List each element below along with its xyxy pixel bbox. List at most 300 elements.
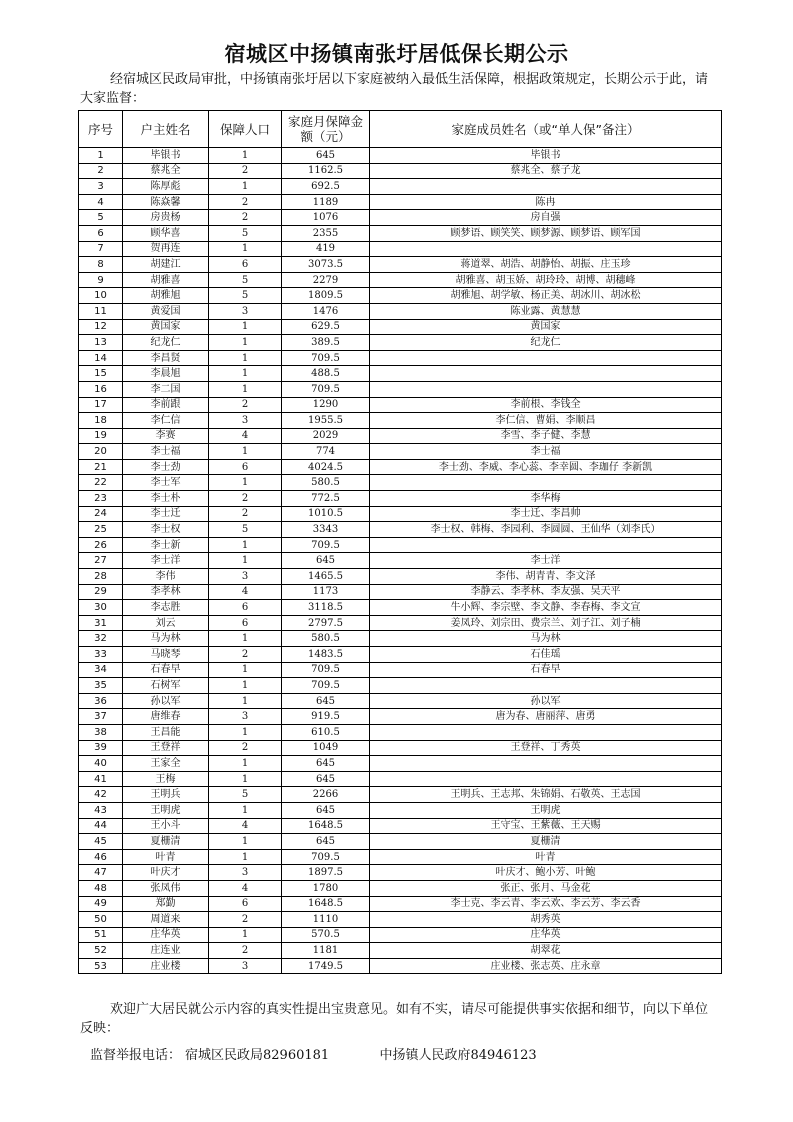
cell-index: 5 [79, 210, 123, 226]
cell-householder: 庄连业 [123, 943, 209, 959]
cell-monthly-amount: 610.5 [282, 724, 370, 740]
cell-householder: 贺再连 [123, 241, 209, 257]
cell-family-members: 庄华英 [370, 927, 722, 943]
cell-householder: 李志胜 [123, 600, 209, 616]
cell-monthly-amount: 629.5 [282, 319, 370, 335]
cell-covered-persons: 2 [209, 210, 282, 226]
cell-householder: 李二国 [123, 381, 209, 397]
cell-family-members: 陈冉 [370, 194, 722, 210]
cell-covered-persons: 2 [209, 912, 282, 928]
cell-covered-persons: 1 [209, 693, 282, 709]
cell-family-members: 姜凤玲、刘宗田、费宗兰、刘子江、刘子楠 [370, 615, 722, 631]
cell-covered-persons: 1 [209, 631, 282, 647]
cell-householder: 陈厚彪 [123, 179, 209, 195]
cell-index: 53 [79, 958, 123, 974]
contact-civil-affairs: 宿城区民政局82960181 [185, 1048, 330, 1063]
cell-covered-persons: 6 [209, 600, 282, 616]
cell-householder: 李前跟 [123, 397, 209, 413]
cell-covered-persons: 6 [209, 257, 282, 273]
cell-index: 28 [79, 569, 123, 585]
table-row [79, 381, 722, 397]
table-row [79, 459, 722, 475]
cell-covered-persons: 1 [209, 350, 282, 366]
cell-index: 12 [79, 319, 123, 335]
cell-covered-persons: 3 [209, 303, 282, 319]
cell-covered-persons: 1 [209, 927, 282, 943]
cell-family-members: 李士克、李云青、李云欢、李云芳、李云香 [370, 896, 722, 912]
cell-index: 48 [79, 880, 123, 896]
cell-covered-persons: 1 [209, 662, 282, 678]
cell-monthly-amount: 645 [282, 802, 370, 818]
table-row [79, 257, 722, 273]
cell-monthly-amount: 645 [282, 148, 370, 164]
cell-monthly-amount: 419 [282, 241, 370, 257]
table-row [79, 444, 722, 460]
cell-family-members [370, 179, 722, 195]
cell-covered-persons: 3 [209, 958, 282, 974]
cell-covered-persons: 2 [209, 647, 282, 663]
cell-monthly-amount: 1010.5 [282, 506, 370, 522]
cell-family-members: 胡雅旭、胡学敏、杨正美、胡冰川、胡冰松 [370, 288, 722, 304]
table-row [79, 678, 722, 694]
cell-index: 33 [79, 647, 123, 663]
cell-index: 34 [79, 662, 123, 678]
cell-monthly-amount: 709.5 [282, 849, 370, 865]
cell-covered-persons: 4 [209, 428, 282, 444]
cell-index: 44 [79, 818, 123, 834]
cell-householder: 李孝林 [123, 584, 209, 600]
cell-householder: 李士洋 [123, 553, 209, 569]
cell-family-members [370, 350, 722, 366]
cell-monthly-amount: 1189 [282, 194, 370, 210]
cell-householder: 李伟 [123, 569, 209, 585]
cell-family-members: 李雪、李子健、李慧 [370, 428, 722, 444]
table-row [79, 553, 722, 569]
table-row [79, 880, 722, 896]
cell-covered-persons: 4 [209, 880, 282, 896]
cell-index: 22 [79, 475, 123, 491]
cell-covered-persons: 1 [209, 756, 282, 772]
cell-covered-persons: 2 [209, 491, 282, 507]
table-row [79, 724, 722, 740]
cell-index: 25 [79, 522, 123, 538]
table-row [79, 600, 722, 616]
cell-covered-persons: 1 [209, 771, 282, 787]
cell-index: 24 [79, 506, 123, 522]
cell-index: 40 [79, 756, 123, 772]
cell-index: 18 [79, 413, 123, 429]
table-row [79, 350, 722, 366]
table-row [79, 272, 722, 288]
cell-family-members: 李士权、韩梅、李园利、李圆圆、王仙华（刘李氏） [370, 522, 722, 538]
cell-monthly-amount: 1110 [282, 912, 370, 928]
cell-index: 35 [79, 678, 123, 694]
cell-monthly-amount: 570.5 [282, 927, 370, 943]
cell-covered-persons: 2 [209, 194, 282, 210]
cell-family-members [370, 475, 722, 491]
cell-covered-persons: 2 [209, 740, 282, 756]
cell-covered-persons: 1 [209, 366, 282, 382]
table-row [79, 303, 722, 319]
table-row [79, 584, 722, 600]
cell-covered-persons: 2 [209, 163, 282, 179]
cell-covered-persons: 1 [209, 553, 282, 569]
cell-householder: 纪龙仁 [123, 335, 209, 351]
cell-index: 1 [79, 148, 123, 164]
cell-householder: 胡建江 [123, 257, 209, 273]
contact-label: 监督举报电话： [90, 1048, 182, 1063]
cell-householder: 叶庆才 [123, 865, 209, 881]
table-row [79, 335, 722, 351]
cell-index: 30 [79, 600, 123, 616]
cell-householder: 王昌能 [123, 724, 209, 740]
cell-covered-persons: 3 [209, 569, 282, 585]
table-row [79, 818, 722, 834]
cell-family-members: 胡秀英 [370, 912, 722, 928]
cell-index: 11 [79, 303, 123, 319]
cell-index: 47 [79, 865, 123, 881]
cell-monthly-amount: 645 [282, 771, 370, 787]
table-row [79, 241, 722, 257]
cell-family-members: 胡雅喜、胡玉娇、胡玲玲、胡博、胡穗峰 [370, 272, 722, 288]
cell-family-members [370, 537, 722, 553]
cell-householder: 胡雅旭 [123, 288, 209, 304]
cell-monthly-amount: 645 [282, 756, 370, 772]
cell-covered-persons: 1 [209, 802, 282, 818]
cell-householder: 王登祥 [123, 740, 209, 756]
cell-monthly-amount: 2797.5 [282, 615, 370, 631]
cell-family-members [370, 678, 722, 694]
cell-covered-persons: 1 [209, 475, 282, 491]
header-index: 序号 [79, 111, 123, 148]
cell-monthly-amount: 709.5 [282, 678, 370, 694]
cell-monthly-amount: 1648.5 [282, 818, 370, 834]
cell-index: 10 [79, 288, 123, 304]
cell-family-members: 王登祥、丁秀英 [370, 740, 722, 756]
cell-monthly-amount: 645 [282, 834, 370, 850]
outro-paragraph: 欢迎广大居民就公示内容的真实性提出宝贵意见。如有不实，请尽可能提供事实依据和细节，向以下单位反映： [80, 1002, 709, 1036]
table-row [79, 366, 722, 382]
cell-index: 41 [79, 771, 123, 787]
cell-covered-persons: 1 [209, 179, 282, 195]
cell-covered-persons: 1 [209, 241, 282, 257]
cell-covered-persons: 5 [209, 522, 282, 538]
header-covered-persons: 保障人口 [209, 111, 282, 148]
cell-index: 32 [79, 631, 123, 647]
table-row [79, 506, 722, 522]
table-row [79, 428, 722, 444]
cell-family-members [370, 381, 722, 397]
cell-family-members: 李士劲、李威、李心蕊、李幸圆、李珈仔 李新凯 [370, 459, 722, 475]
cell-monthly-amount: 3343 [282, 522, 370, 538]
cell-monthly-amount: 1897.5 [282, 865, 370, 881]
table-row [79, 802, 722, 818]
table-row [79, 163, 722, 179]
table-row [79, 631, 722, 647]
cell-householder: 石树军 [123, 678, 209, 694]
cell-monthly-amount: 2355 [282, 225, 370, 241]
cell-monthly-amount: 709.5 [282, 350, 370, 366]
cell-householder: 李昌贤 [123, 350, 209, 366]
cell-householder: 胡雅喜 [123, 272, 209, 288]
cell-index: 4 [79, 194, 123, 210]
cell-monthly-amount: 1049 [282, 740, 370, 756]
table-row [79, 958, 722, 974]
cell-householder: 王家全 [123, 756, 209, 772]
cell-householder: 李仁信 [123, 413, 209, 429]
cell-monthly-amount: 4024.5 [282, 459, 370, 475]
cell-monthly-amount: 645 [282, 553, 370, 569]
cell-family-members [370, 366, 722, 382]
cell-householder: 庄华英 [123, 927, 209, 943]
cell-covered-persons: 1 [209, 148, 282, 164]
cell-covered-persons: 3 [209, 865, 282, 881]
cell-householder: 石春早 [123, 662, 209, 678]
cell-householder: 王明虎 [123, 802, 209, 818]
cell-householder: 毕银书 [123, 148, 209, 164]
cell-householder: 黄爱国 [123, 303, 209, 319]
cell-family-members: 李仁信、曹娟、李顺昌 [370, 413, 722, 429]
cell-covered-persons: 2 [209, 397, 282, 413]
cell-index: 49 [79, 896, 123, 912]
cell-family-members: 叶庆才、鲍小芳、叶鲍 [370, 865, 722, 881]
table-row [79, 740, 722, 756]
cell-family-members: 毕银书 [370, 148, 722, 164]
cell-family-members [370, 771, 722, 787]
cell-monthly-amount: 580.5 [282, 631, 370, 647]
contact-town-government: 中扬镇人民政府84946123 [379, 1048, 537, 1063]
cell-householder: 房贵杨 [123, 210, 209, 226]
cell-family-members: 黄国家 [370, 319, 722, 335]
table-row [79, 865, 722, 881]
cell-householder: 李赛 [123, 428, 209, 444]
cell-index: 17 [79, 397, 123, 413]
table-row [79, 709, 722, 725]
cell-family-members: 李士洋 [370, 553, 722, 569]
cell-monthly-amount: 919.5 [282, 709, 370, 725]
cell-monthly-amount: 3073.5 [282, 257, 370, 273]
cell-covered-persons: 1 [209, 834, 282, 850]
cell-family-members: 李前根、李钱全 [370, 397, 722, 413]
contact-line [90, 1046, 730, 1065]
table-row [79, 849, 722, 865]
cell-householder: 陈焱馨 [123, 194, 209, 210]
cell-householder: 王小斗 [123, 818, 209, 834]
cell-covered-persons: 5 [209, 787, 282, 803]
cell-monthly-amount: 709.5 [282, 381, 370, 397]
cell-index: 46 [79, 849, 123, 865]
cell-covered-persons: 4 [209, 818, 282, 834]
cell-householder: 张凤伟 [123, 880, 209, 896]
table-row [79, 522, 722, 538]
cell-index: 27 [79, 553, 123, 569]
cell-monthly-amount: 1809.5 [282, 288, 370, 304]
table-row [79, 288, 722, 304]
cell-family-members: 李伟、胡青青、李文泽 [370, 569, 722, 585]
cell-monthly-amount: 1076 [282, 210, 370, 226]
cell-householder: 黄国家 [123, 319, 209, 335]
cell-householder: 李士军 [123, 475, 209, 491]
cell-family-members: 顾梦语、顾笑笑、顾梦源、顾梦语、顾军国 [370, 225, 722, 241]
cell-monthly-amount: 1955.5 [282, 413, 370, 429]
cell-index: 45 [79, 834, 123, 850]
cell-householder: 蔡兆全 [123, 163, 209, 179]
cell-covered-persons: 5 [209, 288, 282, 304]
cell-monthly-amount: 3118.5 [282, 600, 370, 616]
cell-covered-persons: 1 [209, 444, 282, 460]
cell-householder: 马晓琴 [123, 647, 209, 663]
table-row [79, 225, 722, 241]
cell-index: 29 [79, 584, 123, 600]
cell-householder: 刘云 [123, 615, 209, 631]
table-body [79, 148, 722, 974]
cell-covered-persons: 3 [209, 413, 282, 429]
cell-householder: 李士迁 [123, 506, 209, 522]
cell-index: 9 [79, 272, 123, 288]
table-row [79, 537, 722, 553]
cell-covered-persons: 1 [209, 724, 282, 740]
cell-covered-persons: 1 [209, 381, 282, 397]
cell-index: 7 [79, 241, 123, 257]
table-row [79, 834, 722, 850]
cell-index: 2 [79, 163, 123, 179]
cell-index: 42 [79, 787, 123, 803]
cell-covered-persons: 6 [209, 615, 282, 631]
cell-householder: 夏栅清 [123, 834, 209, 850]
cell-index: 52 [79, 943, 123, 959]
cell-family-members: 夏栅清 [370, 834, 722, 850]
cell-householder: 李士新 [123, 537, 209, 553]
cell-family-members: 李士迁、李昌帅 [370, 506, 722, 522]
cell-monthly-amount: 2266 [282, 787, 370, 803]
table-row [79, 491, 722, 507]
cell-monthly-amount: 2029 [282, 428, 370, 444]
cell-index: 19 [79, 428, 123, 444]
cell-monthly-amount: 1162.5 [282, 163, 370, 179]
cell-index: 3 [79, 179, 123, 195]
cell-family-members [370, 241, 722, 257]
table-row [79, 475, 722, 491]
cell-index: 43 [79, 802, 123, 818]
header-monthly-amount: 家庭月保障金额（元） [282, 111, 370, 148]
cell-monthly-amount: 389.5 [282, 335, 370, 351]
cell-index: 51 [79, 927, 123, 943]
cell-monthly-amount: 709.5 [282, 537, 370, 553]
cell-family-members: 牛小辉、李宗壁、李文静、李春梅、李文宣 [370, 600, 722, 616]
cell-monthly-amount: 488.5 [282, 366, 370, 382]
cell-index: 20 [79, 444, 123, 460]
table-row [79, 787, 722, 803]
intro-paragraph: 经宿城区民政局审批，中扬镇南张圩居以下家庭被纳入最低生活保障，根据政策规定，长期公示于此，请大家监督： [80, 72, 709, 106]
cell-covered-persons: 1 [209, 849, 282, 865]
cell-family-members: 石春早 [370, 662, 722, 678]
table-row [79, 319, 722, 335]
welfare-roster-table [78, 110, 722, 974]
table-row [79, 397, 722, 413]
cell-family-members: 胡翠花 [370, 943, 722, 959]
cell-family-members [370, 756, 722, 772]
table-header-row [79, 111, 722, 148]
cell-householder: 李晨旭 [123, 366, 209, 382]
cell-family-members: 庄业楼、张志英、庄永章 [370, 958, 722, 974]
table-row [79, 413, 722, 429]
cell-covered-persons: 5 [209, 272, 282, 288]
table-row [79, 569, 722, 585]
table-row [79, 210, 722, 226]
table-row [79, 927, 722, 943]
cell-householder: 李士劲 [123, 459, 209, 475]
cell-covered-persons: 1 [209, 537, 282, 553]
table-row [79, 662, 722, 678]
cell-index: 31 [79, 615, 123, 631]
cell-householder: 郑勤 [123, 896, 209, 912]
cell-covered-persons: 1 [209, 678, 282, 694]
table-row [79, 912, 722, 928]
cell-family-members: 唐为春、唐丽萍、唐勇 [370, 709, 722, 725]
cell-index: 21 [79, 459, 123, 475]
page-title: 宿城区中扬镇南张圩居低保长期公示 [224, 42, 569, 66]
cell-index: 38 [79, 724, 123, 740]
cell-index: 36 [79, 693, 123, 709]
table-row [79, 647, 722, 663]
cell-householder: 王明兵 [123, 787, 209, 803]
cell-householder: 李士福 [123, 444, 209, 460]
cell-covered-persons: 1 [209, 319, 282, 335]
cell-family-members: 叶青 [370, 849, 722, 865]
cell-householder: 孙以军 [123, 693, 209, 709]
cell-monthly-amount: 1483.5 [282, 647, 370, 663]
cell-monthly-amount: 580.5 [282, 475, 370, 491]
table-row [79, 771, 722, 787]
cell-index: 50 [79, 912, 123, 928]
cell-index: 15 [79, 366, 123, 382]
table-row [79, 194, 722, 210]
cell-family-members: 马为林 [370, 631, 722, 647]
cell-householder: 叶青 [123, 849, 209, 865]
cell-monthly-amount: 645 [282, 693, 370, 709]
cell-householder: 马为林 [123, 631, 209, 647]
cell-family-members: 王明虎 [370, 802, 722, 818]
cell-family-members: 蒋道翠、胡浩、胡静怡、胡振、庄玉珍 [370, 257, 722, 273]
cell-householder: 庄业楼 [123, 958, 209, 974]
cell-index: 14 [79, 350, 123, 366]
cell-family-members: 李静云、李孝林、李友强、吴天平 [370, 584, 722, 600]
cell-family-members: 房自强 [370, 210, 722, 226]
cell-householder: 李士朴 [123, 491, 209, 507]
cell-index: 6 [79, 225, 123, 241]
cell-covered-persons: 4 [209, 584, 282, 600]
cell-family-members: 王守宝、王紫薇、王天赐 [370, 818, 722, 834]
table-row [79, 693, 722, 709]
cell-monthly-amount: 1648.5 [282, 896, 370, 912]
cell-monthly-amount: 1290 [282, 397, 370, 413]
cell-family-members: 王明兵、王志邦、朱锦娟、石敬英、王志国 [370, 787, 722, 803]
cell-monthly-amount: 774 [282, 444, 370, 460]
table-row [79, 179, 722, 195]
cell-family-members: 陈业露、黄慧慧 [370, 303, 722, 319]
cell-index: 23 [79, 491, 123, 507]
cell-family-members: 李华梅 [370, 491, 722, 507]
cell-family-members: 张正、张月、马金花 [370, 880, 722, 896]
header-householder: 户主姓名 [123, 111, 209, 148]
cell-covered-persons: 2 [209, 506, 282, 522]
cell-monthly-amount: 772.5 [282, 491, 370, 507]
cell-monthly-amount: 1465.5 [282, 569, 370, 585]
cell-monthly-amount: 1476 [282, 303, 370, 319]
table-row [79, 943, 722, 959]
header-family-members: 家庭成员姓名（或“单人保”备注） [370, 111, 722, 148]
cell-monthly-amount: 1181 [282, 943, 370, 959]
